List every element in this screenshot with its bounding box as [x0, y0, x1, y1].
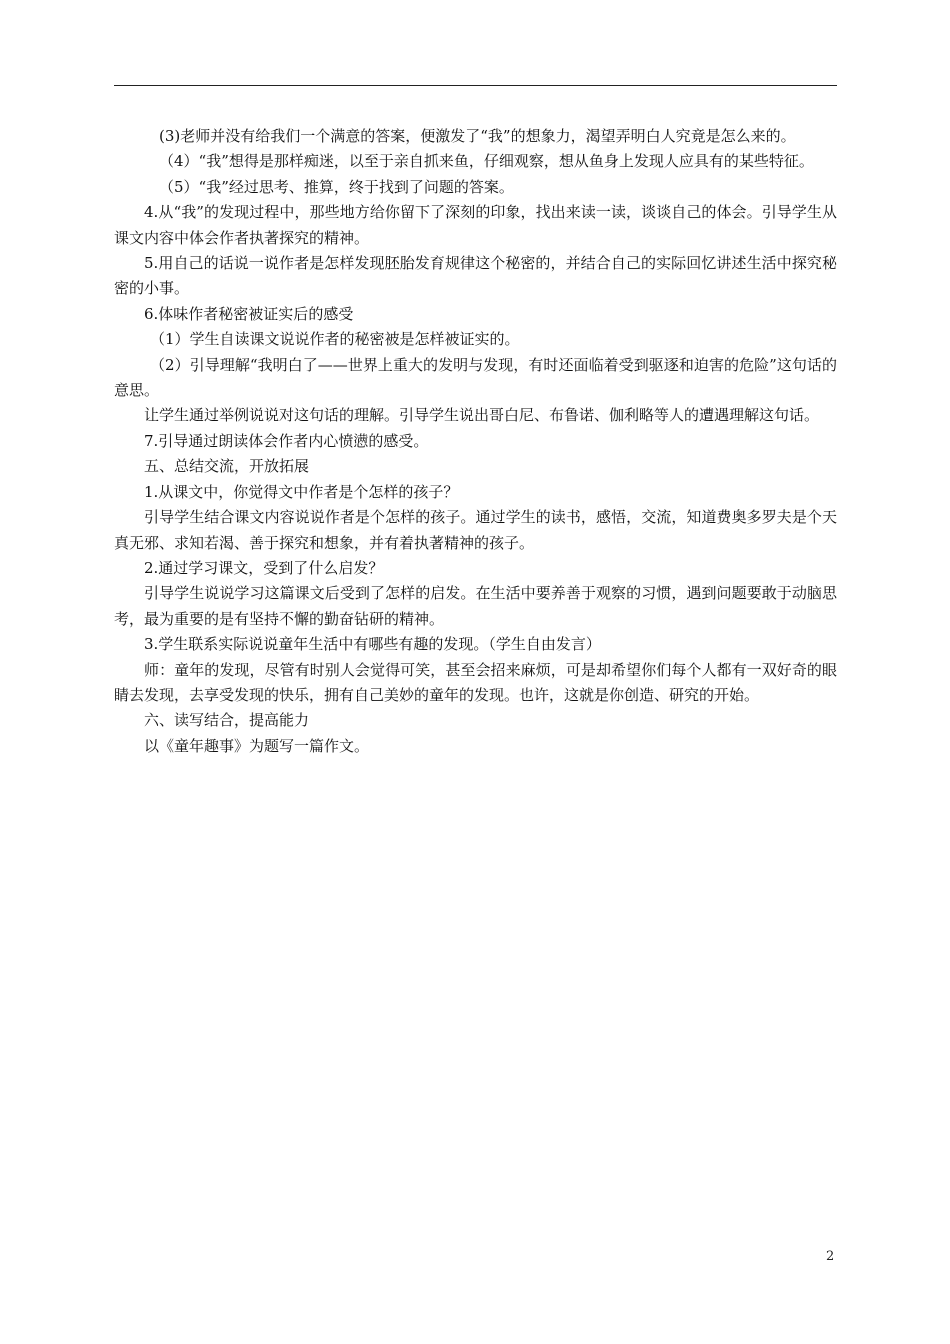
paragraph-example: 让学生通过举例说说对这句话的理解。引导学生说出哥白尼、布鲁诺、伽利略等人的遭遇理解这句话。	[144, 406, 820, 425]
paragraph-question-6: 6.体味作者秘密被证实后的感受	[144, 304, 354, 323]
paragraph-summary-3: 3.学生联系实际说说童年生活中有哪些有趣的发现。（学生自由发言）	[144, 635, 601, 654]
header-rule	[114, 85, 837, 86]
paragraph-question-7: 7.引导通过朗读体会作者内心愤懑的感受。	[144, 431, 429, 450]
paragraph-summary-1-guide: 引导学生结合课文内容说说作者是个怎样的孩子。通过学生的读书，感悟，交流，知道费奥多罗夫是个天真无邪、求知若渴、善于探究和想象，并有着执著精神的孩子。	[114, 508, 837, 552]
paragraph-summary-2: 2.通过学习课文，受到了什么启发？	[144, 558, 384, 577]
paragraph-writing-task: 以《童年趣事》为题写一篇作文。	[144, 736, 370, 755]
document-body	[114, 124, 837, 759]
paragraph-question-5: 5.用自己的话说一说作者是怎样发现胚胎发育规律这个秘密的，并结合自己的实际回忆讲述生活中探究秘密的小事。	[114, 254, 837, 298]
paragraph-summary-2-guide: 引导学生说说学习这篇课文后受到了怎样的启发。在生活中要养善于观察的习惯，遇到问题要敢于动脑思考，最为重要的是有坚持不懈的勤奋钻研的精神。	[114, 584, 837, 628]
paragraph-item-4: （4）“我”想得是那样痴迷，以至于亲自抓来鱼，仔细观察，想从鱼身上发现人应具有的某些特征。	[159, 152, 814, 171]
section-heading-6: 六、读写结合，提高能力	[144, 711, 310, 730]
paragraph-subitem-1: （1）学生自读课文说说作者的秘密被是怎样被证实的。	[150, 330, 520, 349]
paragraph-item-3: (3)老师并没有给我们一个满意的答案，便激发了“我”的想象力，渴望弄明白人究竟是怎么来的。	[159, 127, 796, 145]
paragraph-question-4: 4.从“我”的发现过程中，那些地方给你留下了深刻的印象，找出来读一读，谈谈自己的体会。引导学生从课文内容中体会作者执著探究的精神。	[114, 203, 837, 247]
section-heading-5: 五、总结交流，开放拓展	[144, 457, 310, 476]
paragraph-subitem-2: （2）引导理解“我明白了——世界上重大的发明与发现，有时还面临着受到驱逐和迫害的危险”这句话的意思。	[114, 355, 837, 400]
paragraph-item-5: （5）“我”经过思考、推算，终于找到了问题的答案。	[159, 177, 514, 196]
page-number: 2	[826, 1249, 835, 1264]
paragraph-summary-1: 1.从课文中，你觉得文中作者是个怎样的孩子？	[144, 482, 459, 501]
paragraph-teacher-remark: 师：童年的发现，尽管有时别人会觉得可笑，甚至会招来麻烦，可是却希望你们每个人都有一双好奇的眼睛去发现，去享受发现的快乐，拥有自己美妙的童年的发现。也许，这就是你创造、研究的开始。	[114, 660, 837, 704]
